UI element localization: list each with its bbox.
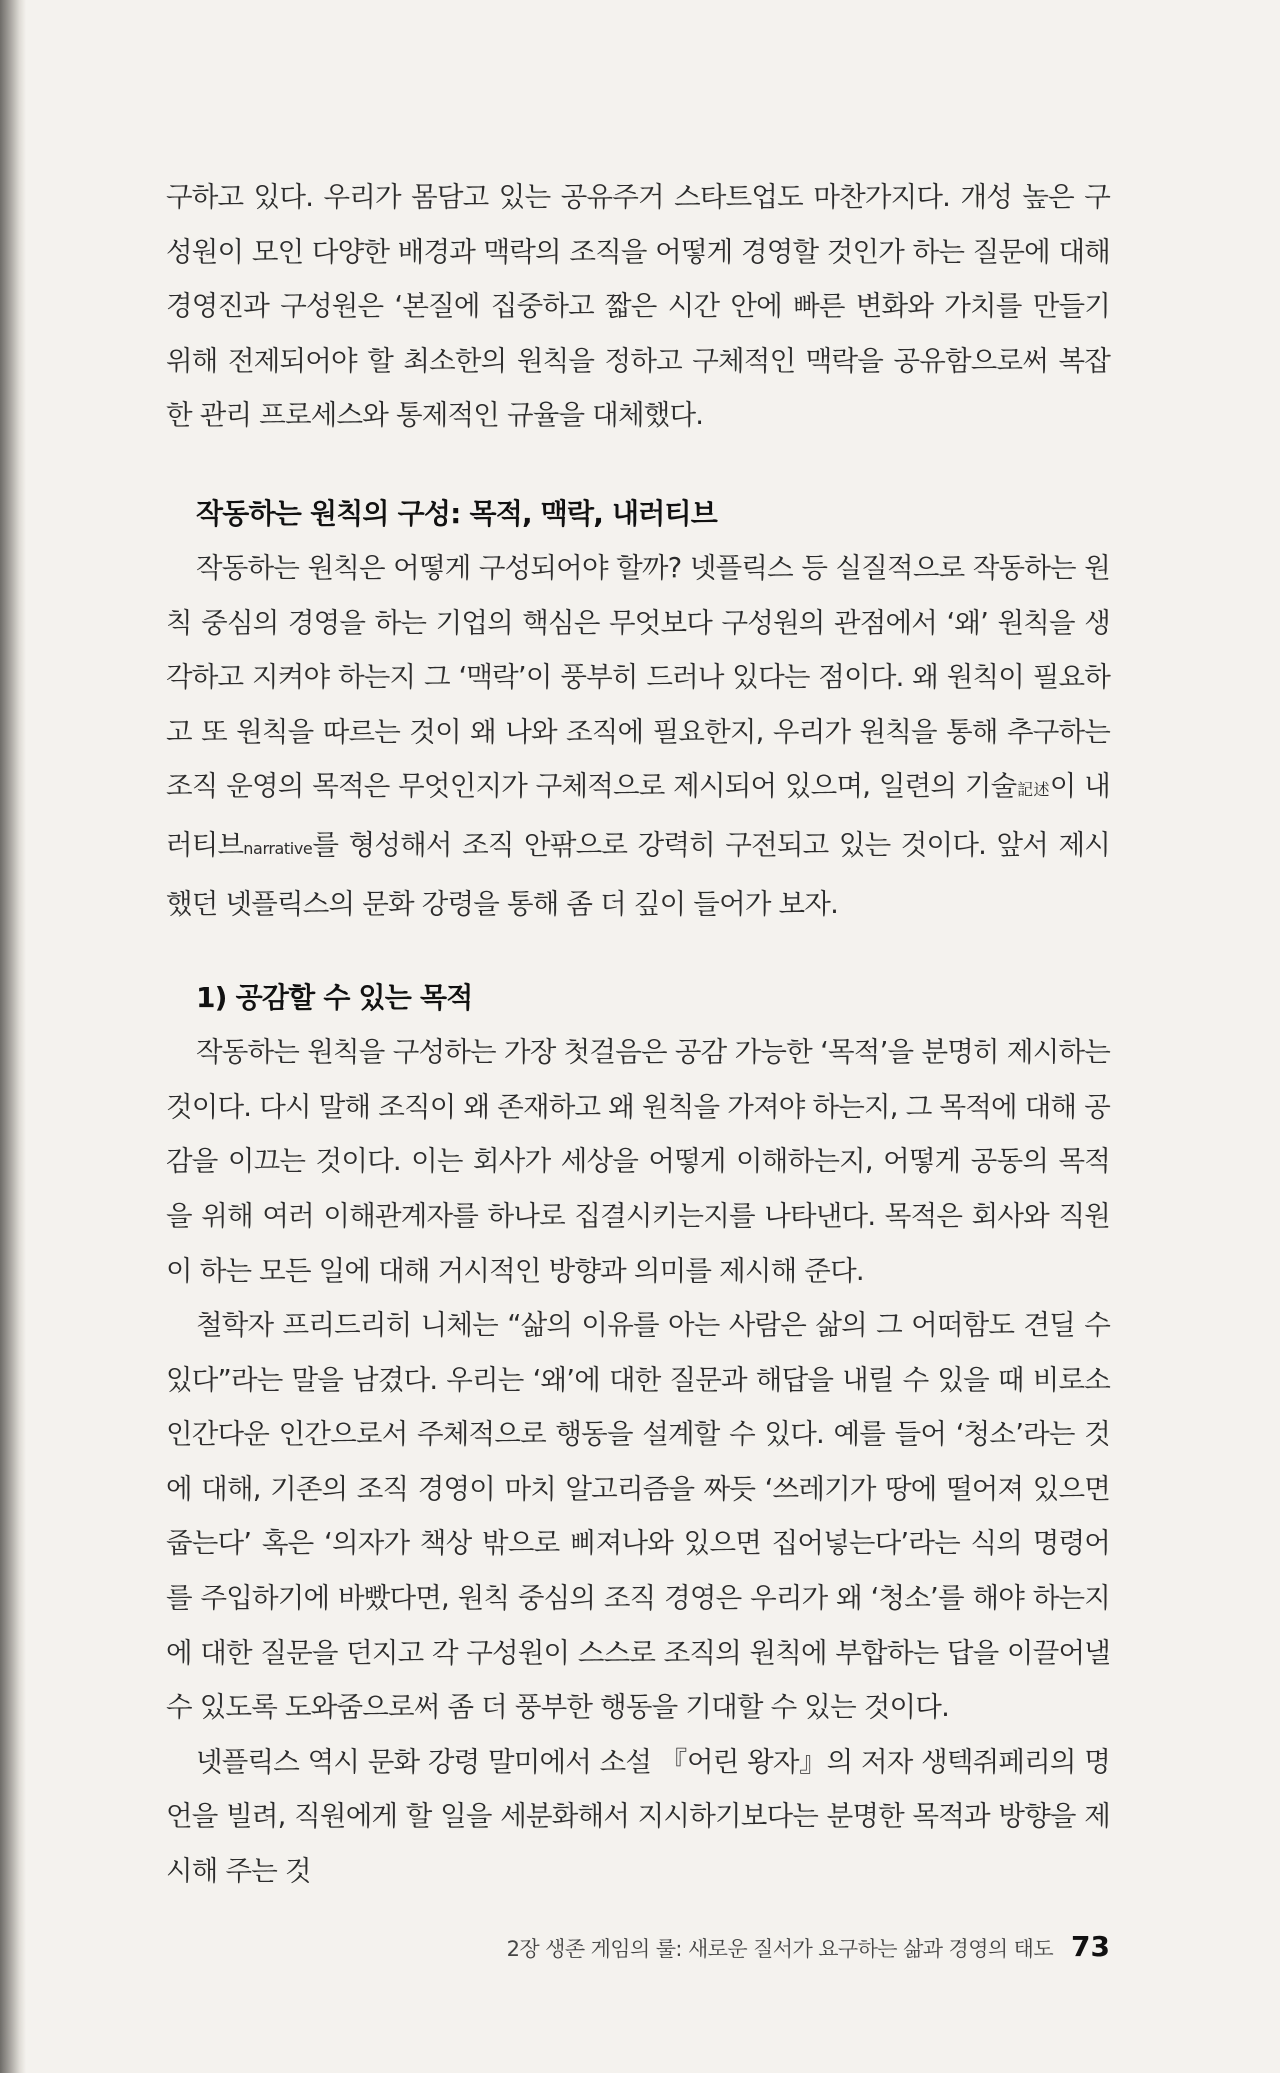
page-number: 73	[1071, 1930, 1110, 1963]
running-chapter-title: 2장 생존 게임의 룰: 새로운 질서가 요구하는 삶과 경영의 태도	[506, 1937, 1054, 1961]
paragraph-netflix: 넷플릭스 역시 문화 강령 말미에서 소설 『어린 왕자』의 저자 생텍쥐페리의 명언을 빌려, 직원에게 할 일을 세분화해서 지시하기보다는 분명한 목적과 방향을 제시해 주는 것	[166, 1745, 1110, 1888]
book-spine-shadow	[0, 0, 26, 2073]
page-footer	[507, 1930, 1110, 1963]
paragraph-intro: 구하고 있다. 우리가 몸담고 있는 공유주거 스타트업도 마찬가지다. 개성 높은 구성원이 모인 다양한 배경과 맥락의 조직을 어떻게 경영할 것인가 하는 질문에 대해 경영진과 구성원은 ‘본질에 집중하고 짧은 시간 안에 빠른 변화와 가치를 만들기 위해 전제되어야 할 최소한의 원칙을 정하고 구체적인 맥락을 공유함으로써 복잡한 관리 프로세스와 통제적인 규율을 대체했다.	[166, 181, 1110, 432]
section-heading: 작동하는 원칙의 구성: 목적, 맥락, 내러티브	[196, 496, 718, 530]
gloss-hanja: 記述	[1016, 780, 1050, 800]
gloss-english: narrative	[243, 838, 313, 858]
paragraph-text: 이 내러티브	[166, 770, 1111, 861]
page-body	[166, 170, 1110, 1899]
paragraph-text: 를 형성해서 조직 안팎으로 강력히 구전되고 있는 것이다. 앞서 제시했던 넷플릭스의 문화 강령을 통해 좀 더 깊이 들어가 보자.	[166, 828, 1110, 920]
paragraph-text: 작동하는 원칙은 어떻게 구성되어야 할까? 넷플릭스 등 실질적으로 작동하는 원칙 중심의 경영을 하는 기업의 핵심은 무엇보다 구성원의 관점에서 ‘왜’ 원칙을 생각하고 지켜야 하는지 그 ‘맥락’이 풍부히 드러나 있다는 점이다. 왜 원칙이 필요하고 또 원칙을 따르는 것이 왜 나와 조직에 필요한지, 우리가 원칙을 통해 추구하는 조직 운영의 목적은 무엇인지가 구체적으로 제시되어 있으며, 일련의 기술	[166, 551, 1110, 803]
paragraph-nietzsche: 철학자 프리드리히 니체는 “삶의 이유를 아는 사람은 삶의 그 어떠함도 견딜 수 있다”라는 말을 남겼다. 우리는 ‘왜’에 대한 질문과 해답을 내릴 수 있을 때 비로소 인간다운 인간으로서 주체적으로 행동을 설계할 수 있다. 예를 들어 ‘청소’라는 것에 대해, 기존의 조직 경영이 마치 알고리즘을 짜듯 ‘쓰레기가 땅에 떨어져 있으면 줍는다’ 혹은 ‘의자가 책상 밖으로 삐져나와 있으면 집어넣는다’라는 식의 명령어를 주입하기에 바빴다면, 원칙 중심의 조직 경영은 우리가 왜 ‘청소’를 해야 하는지에 대한 질문을 던지고 각 구성원이 스스로 조직의 원칙에 부합하는 답을 이끌어낼 수 있도록 도와줌으로써 좀 더 풍부한 행동을 기대할 수 있는 것이다.	[166, 1309, 1110, 1724]
paragraph-purpose: 작동하는 원칙을 구성하는 가장 첫걸음은 공감 가능한 ‘목적’을 분명히 제시하는 것이다. 다시 말해 조직이 왜 존재하고 왜 원칙을 가져야 하는지, 그 목적에 대해 공감을 이끄는 것이다. 이는 회사가 세상을 어떻게 이해하는지, 어떻게 공동의 목적을 위해 여러 이해관계자를 하나로 집결시키는지를 나타낸다. 목적은 회사와 직원이 하는 모든 일에 대해 거시적인 방향과 의미를 제시해 준다.	[166, 1036, 1110, 1287]
paragraph-principles	[166, 541, 1110, 931]
subsection-heading: 1) 공감할 수 있는 목적	[196, 981, 473, 1015]
